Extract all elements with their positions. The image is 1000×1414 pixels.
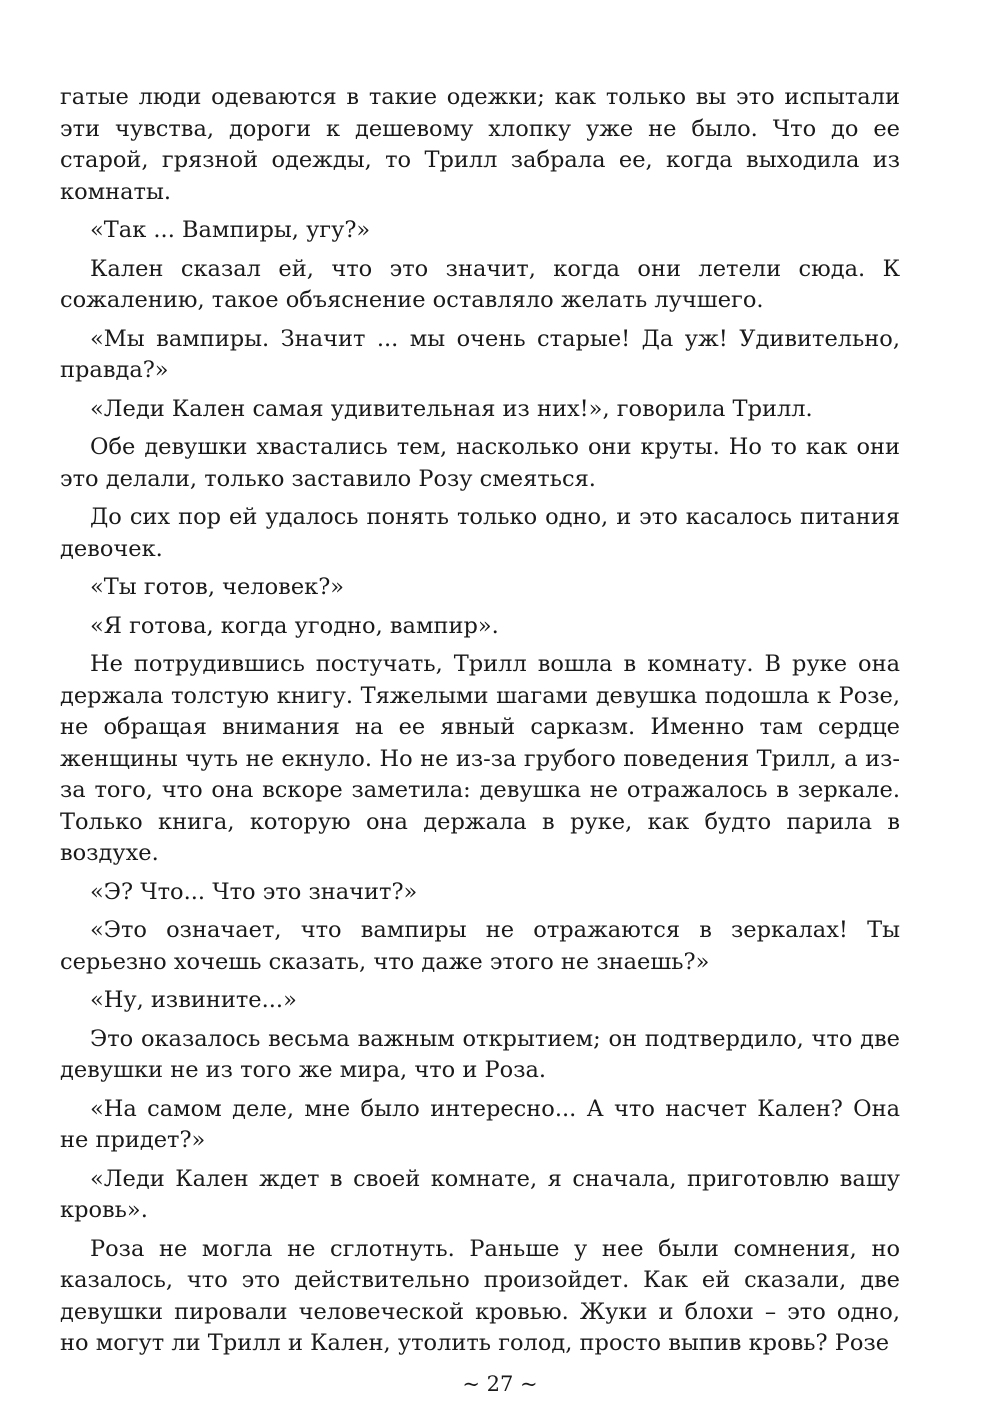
text-body: [60, 82, 900, 1367]
paragraph: «На самом деле, мне было интересно... А что насчет Кален? Она не придет?»: [60, 1095, 900, 1153]
paragraph: Обе девушки хвастались тем, насколько они круты. Но то как они это делали, только заставило Розу смеяться.: [60, 434, 900, 492]
page-number: ~ 27 ~: [462, 1372, 538, 1396]
paragraph: Не потрудившись постучать, Трилл вошла в комнату. В руке она держала толстую книгу. Тяжелыми шагами девушка подошла к Розе, не обращая внимания на ее явный сарказм. Именно там сердце женщины чуть не екнуло. Но не из-за грубого поведения Трилл, а из-за того, что она вскоре заметила: девушка не отражалось в зеркале. Только книга, которую она держала в руке, как будто парила в воздухе.: [60, 651, 900, 866]
paragraph: гатые люди одеваются в такие одежки; как только вы это испытали эти чувства, дороги к дешевому хлопку уже не было. Что до ее старой, грязной одежды, то Трилл забрала ее, когда выходила из комнаты.: [60, 84, 900, 205]
paragraph: Кален сказал ей, что это значит, когда они летели сюда. К сожалению, такое объяснение оставляло желать лучшего.: [60, 255, 900, 313]
paragraph: «Это означает, что вампиры не отражаются в зеркалах! Ты серьезно хочешь сказать, что даже этого не знаешь?»: [60, 917, 900, 975]
paragraph: «Леди Кален ждет в своей комнате, я сначала, приготовлю вашу кровь».: [60, 1165, 900, 1223]
paragraph: «Ну, извините...»: [90, 987, 297, 1013]
paragraph: Роза не могла не сглотнуть. Раньше у нее были сомнения, но казалось, что это действительно произойдет. Как ей сказали, две девушки пировали человеческой кровью. Жуки и блохи – это одно, но могут ли Трилл и Кален, утолить голод, просто выпив кровь? Розе: [60, 1235, 900, 1356]
paragraph: «Ты готов, человек?»: [90, 574, 345, 600]
paragraph: «Так ... Вампиры, угу?»: [90, 217, 371, 243]
paragraph: «Мы вампиры. Значит ... мы очень старые! Да уж! Удивительно, правда?»: [60, 325, 900, 383]
paragraph: «Я готова, когда угодно, вампир».: [90, 612, 499, 639]
paragraph: «Леди Кален самая удивительная из них!», говорила Трилл.: [90, 395, 813, 422]
paragraph: До сих пор ей удалось понять только одно, и это касалось питания девочек.: [60, 504, 900, 562]
paragraph: «Э? Что... Что это значит?»: [90, 878, 418, 905]
paragraph: Это оказалось весьма важным открытием; он подтвердило, что две девушки не из того же мира, что и Роза.: [60, 1025, 900, 1083]
